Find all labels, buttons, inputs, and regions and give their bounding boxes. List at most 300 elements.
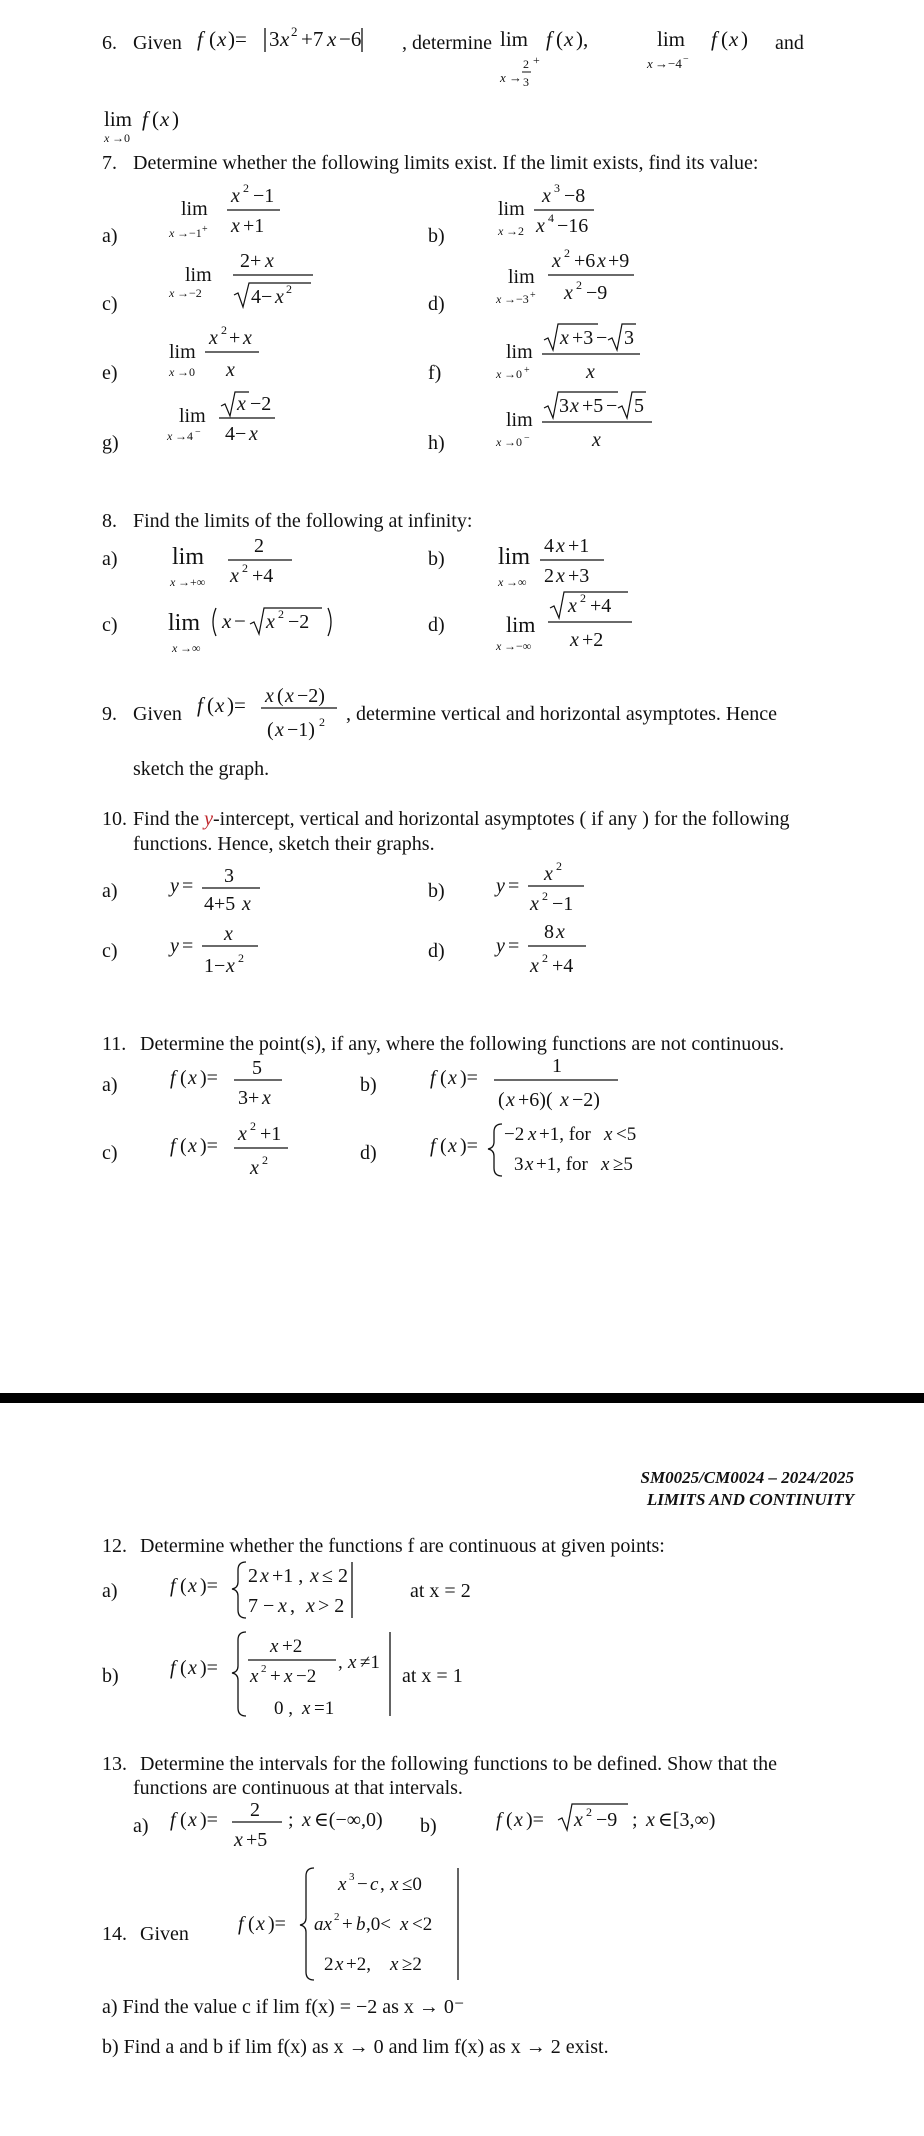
svg-text:x: x — [514, 1809, 523, 1831]
svg-text:x: x — [564, 27, 574, 51]
q6-limit-two-thirds — [498, 20, 628, 100]
svg-text:2: 2 — [544, 565, 554, 587]
svg-text:→−2: →−2 — [177, 286, 202, 300]
svg-text:−: − — [683, 54, 689, 65]
svg-text:x: x — [568, 595, 577, 617]
q11-label-a: a) — [102, 1074, 118, 1096]
svg-text:5: 5 — [634, 395, 644, 417]
svg-text:x: x — [335, 1954, 344, 1975]
svg-text:x: x — [275, 719, 284, 741]
q11-number: 11. — [102, 1033, 127, 1055]
q8-b-expression — [494, 530, 624, 594]
svg-text:8: 8 — [544, 921, 554, 943]
svg-text:3+: 3+ — [238, 1087, 260, 1109]
svg-text:)=: )= — [200, 1575, 218, 1597]
q12-number: 12. — [102, 1535, 127, 1557]
q12-instruction: Determine whether the functions f are continuous at given points: — [140, 1535, 665, 1557]
svg-text:−8: −8 — [564, 185, 586, 207]
q7-h-expression — [494, 388, 674, 460]
svg-text:=: = — [182, 935, 194, 957]
svg-text:x: x — [209, 327, 218, 349]
svg-text:lim: lim — [506, 612, 536, 637]
svg-text:x: x — [266, 611, 275, 633]
svg-text:−: − — [606, 395, 618, 417]
svg-text:x: x — [525, 1154, 534, 1175]
q8-label-c: c) — [102, 614, 118, 636]
q11-label-b: b) — [360, 1074, 377, 1096]
svg-text:(: ( — [209, 27, 216, 51]
q10-instruction — [133, 808, 790, 831]
q14-function-expression — [236, 1862, 476, 1986]
svg-text:x: x — [496, 435, 502, 449]
svg-text:x: x — [560, 1089, 569, 1111]
svg-text:2: 2 — [576, 278, 582, 292]
q8-c-expression — [168, 598, 368, 658]
svg-text:lim: lim — [181, 198, 208, 220]
svg-text:3: 3 — [514, 1154, 524, 1175]
svg-text:2: 2 — [291, 24, 298, 39]
q7-g-expression — [165, 388, 295, 452]
topic-header: LIMITS AND CONTINUITY — [646, 1490, 854, 1509]
q9-instruction: , determine vertical and horizontal asymptotes. Hence — [346, 703, 777, 725]
svg-text:)=: )= — [200, 1135, 218, 1157]
svg-text:;: ; — [288, 1809, 294, 1831]
svg-text:≤0: ≤0 — [402, 1874, 422, 1895]
svg-text:3: 3 — [349, 1871, 355, 1883]
svg-text:→−∞: →−∞ — [504, 639, 532, 653]
q10-instruction-line2: functions. Hence, sketch their graphs. — [133, 833, 435, 855]
svg-text:+: + — [202, 224, 208, 235]
svg-text:x: x — [215, 693, 225, 717]
svg-text:x: x — [230, 565, 239, 587]
q8-label-b: b) — [428, 548, 445, 570]
svg-text:−9: −9 — [586, 282, 608, 304]
svg-text:2+: 2+ — [240, 250, 262, 272]
svg-text:2: 2 — [542, 889, 548, 903]
svg-text:x: x — [104, 131, 110, 145]
svg-text:+: + — [229, 327, 241, 349]
svg-text:−2: −2 — [288, 611, 310, 633]
svg-text:−6: −6 — [339, 27, 362, 51]
q11-b-expression — [428, 1054, 628, 1118]
svg-text:→2: →2 — [506, 224, 524, 238]
svg-text:x: x — [506, 1089, 515, 1111]
svg-text:ax: ax — [314, 1914, 332, 1935]
svg-text:2: 2 — [238, 951, 244, 965]
svg-text:x: x — [647, 56, 653, 71]
q14-part-b: b) Find a and b if lim f(x) as x → 0 and lim f(x) as x → 2 exist. — [102, 2036, 609, 2058]
svg-text:2: 2 — [254, 535, 264, 557]
svg-text:): ) — [741, 27, 748, 51]
q7-label-d: d) — [428, 293, 445, 315]
svg-text:x: x — [542, 185, 551, 207]
svg-text:f: f — [197, 693, 203, 717]
svg-text:x: x — [160, 107, 170, 131]
svg-text:(: ( — [440, 1135, 447, 1157]
svg-text:f: f — [546, 27, 552, 51]
q6-given: Given — [133, 32, 182, 54]
svg-text:(: ( — [180, 1575, 187, 1597]
svg-text:,: , — [380, 1874, 385, 1895]
svg-text:3: 3 — [224, 865, 234, 887]
svg-text:(: ( — [721, 27, 728, 51]
svg-text:≥5: ≥5 — [613, 1154, 633, 1175]
svg-text:2: 2 — [243, 181, 249, 195]
svg-text:+4: +4 — [552, 955, 574, 977]
svg-text:x: x — [278, 1595, 287, 1617]
q13-instruction-line2: functions are continuous at that intervals. — [133, 1777, 463, 1799]
svg-text:x: x — [564, 282, 573, 304]
svg-text:7 −: 7 − — [248, 1595, 275, 1617]
q12-b-point: at x = 1 — [402, 1665, 463, 1687]
svg-text:x: x — [498, 575, 504, 589]
svg-text:),: ), — [576, 27, 589, 51]
q13-a-expression — [168, 1796, 408, 1860]
svg-text:→−3: →−3 — [504, 292, 529, 306]
svg-text:x: x — [280, 27, 290, 51]
svg-text:+: + — [530, 290, 536, 301]
q7-label-a: a) — [102, 225, 118, 247]
svg-text:→4: →4 — [175, 429, 193, 443]
svg-text:+1, for: +1, for — [536, 1154, 588, 1175]
svg-text:2: 2 — [542, 951, 548, 965]
svg-text:x: x — [188, 1575, 197, 1597]
svg-text:x: x — [597, 250, 606, 272]
svg-text:x: x — [528, 1124, 537, 1145]
q7-number: 7. — [102, 152, 117, 174]
svg-text:1−: 1− — [204, 955, 226, 977]
svg-text:x: x — [560, 327, 569, 349]
svg-text:+1, for: +1, for — [539, 1124, 591, 1145]
svg-text:x: x — [188, 1657, 197, 1679]
q7-label-c: c) — [102, 293, 118, 315]
svg-text:,: , — [290, 1595, 295, 1617]
q12-b-expression — [168, 1628, 398, 1724]
svg-text:x: x — [217, 27, 227, 51]
svg-text:2: 2 — [324, 1954, 334, 1975]
svg-text:5: 5 — [252, 1057, 262, 1079]
svg-text:→−4: →−4 — [655, 56, 682, 71]
q7-f-expression — [494, 316, 664, 388]
svg-text:lim: lim — [104, 107, 133, 131]
svg-text:4−: 4− — [251, 286, 273, 308]
q14-number: 14. — [102, 1923, 127, 1945]
svg-text:x: x — [556, 535, 565, 557]
svg-text:2: 2 — [250, 1119, 256, 1133]
svg-text:lim: lim — [498, 544, 531, 570]
q9-function-expression — [195, 680, 350, 752]
svg-text:3: 3 — [624, 327, 634, 349]
svg-text:y: y — [170, 935, 179, 957]
q10-label-c: c) — [102, 940, 118, 962]
svg-text:x: x — [500, 70, 506, 85]
svg-text:(: ( — [440, 1067, 447, 1089]
svg-text:+2: +2 — [582, 629, 604, 651]
svg-text:(: ( — [180, 1657, 187, 1679]
svg-text:lim: lim — [185, 264, 212, 286]
svg-text:f: f — [142, 107, 148, 131]
svg-text:)=: )= — [460, 1067, 478, 1089]
q7-d-expression — [494, 245, 664, 317]
svg-text:x: x — [448, 1067, 457, 1089]
svg-text:x: x — [574, 1809, 583, 1831]
svg-text:→0: →0 — [504, 367, 522, 381]
svg-text:2: 2 — [278, 607, 284, 621]
svg-text:4+5: 4+5 — [204, 893, 236, 915]
svg-text:2: 2 — [564, 246, 570, 260]
svg-text:f: f — [238, 1913, 244, 1935]
svg-text:0 ,: 0 , — [274, 1698, 293, 1719]
q14-given: Given — [140, 1923, 189, 1945]
svg-text:f: f — [170, 1135, 176, 1157]
svg-text:3: 3 — [523, 75, 529, 89]
svg-text:−: − — [596, 327, 608, 349]
svg-text:x: x — [231, 215, 240, 237]
svg-text:+1 ,: +1 , — [272, 1565, 304, 1587]
svg-text:x: x — [646, 1809, 655, 1831]
svg-text:x: x — [265, 685, 274, 707]
q11-c-expression — [168, 1118, 298, 1188]
q7-instruction: Determine whether the following limits exist. If the limit exists, find its value: — [133, 152, 759, 174]
svg-text:x: x — [262, 1087, 271, 1109]
svg-text:+4: +4 — [590, 595, 612, 617]
svg-text:+3: +3 — [568, 565, 590, 587]
svg-text:f: f — [170, 1809, 176, 1831]
svg-text:(: ( — [267, 719, 274, 741]
svg-text:y: y — [496, 935, 505, 957]
svg-text:x: x — [390, 1874, 399, 1895]
svg-text:lim: lim — [506, 341, 533, 363]
q10-number: 10. — [102, 808, 127, 830]
svg-text:x: x — [242, 893, 251, 915]
svg-text:x: x — [729, 27, 739, 51]
q13-label-a: a) — [133, 1815, 149, 1837]
svg-text:f: f — [711, 27, 717, 51]
svg-text:<2: <2 — [412, 1914, 433, 1935]
svg-text:+2,: +2, — [346, 1954, 371, 1975]
q6-number: 6. — [102, 32, 117, 54]
svg-text:−1: −1 — [253, 185, 275, 207]
svg-text:;: ; — [632, 1809, 638, 1831]
svg-text:2: 2 — [221, 323, 227, 337]
q10-b-expression — [494, 856, 604, 922]
svg-text:(: ( — [207, 693, 214, 717]
svg-text:x: x — [226, 359, 235, 381]
svg-text:(: ( — [180, 1809, 187, 1831]
svg-text:→∞: →∞ — [506, 575, 527, 589]
svg-text:3: 3 — [269, 27, 280, 51]
q7-label-g: g) — [102, 432, 119, 454]
svg-text:x: x — [188, 1809, 197, 1831]
svg-text:+6)(: +6)( — [518, 1089, 553, 1111]
q6-limit-minus-four — [645, 20, 775, 80]
svg-text:)=: )= — [227, 693, 246, 717]
svg-text:x: x — [592, 429, 601, 451]
svg-text:): ) — [172, 107, 179, 131]
q9-given: Given — [133, 703, 182, 725]
q9-instruction-line2: sketch the graph. — [133, 758, 270, 780]
svg-text:x: x — [390, 1954, 399, 1975]
svg-text:=1: =1 — [314, 1698, 335, 1719]
svg-text:f: f — [170, 1575, 176, 1597]
svg-text:≠1: ≠1 — [360, 1652, 380, 1673]
svg-text:−2): −2) — [572, 1089, 600, 1111]
svg-text:)=: )= — [200, 1809, 218, 1831]
q14-part-a: a) Find the value c if lim f(x) = −2 as x → 0⁻ — [102, 1996, 465, 2018]
svg-text:→+∞: →+∞ — [178, 575, 206, 589]
q10-d-expression — [494, 916, 604, 982]
svg-text:+1: +1 — [260, 1123, 282, 1145]
svg-text:3: 3 — [554, 181, 560, 195]
svg-text:+7: +7 — [301, 27, 324, 51]
q7-c-expression — [165, 245, 325, 317]
svg-text:(: ( — [277, 685, 284, 707]
svg-text:+9: +9 — [608, 250, 630, 272]
q10-label-b: b) — [428, 880, 445, 902]
svg-text:lim: lim — [498, 198, 525, 220]
svg-text:2: 2 — [523, 57, 529, 71]
svg-text:x: x — [222, 609, 232, 633]
svg-text:4: 4 — [544, 535, 554, 557]
q8-number: 8. — [102, 510, 117, 532]
q6-determine-text: , determine — [402, 32, 492, 54]
svg-text:lim: lim — [500, 27, 529, 51]
svg-text:x: x — [260, 1565, 269, 1587]
svg-text:−: − — [195, 427, 201, 438]
svg-text:x: x — [234, 1829, 243, 1851]
svg-text:)=: )= — [526, 1809, 544, 1831]
svg-text:x: x — [348, 1652, 357, 1673]
svg-text:+6: +6 — [574, 250, 596, 272]
q7-label-e: e) — [102, 362, 118, 384]
svg-text:4: 4 — [548, 211, 554, 225]
svg-text:∈(−∞,0): ∈(−∞,0) — [314, 1809, 383, 1831]
svg-text:3: 3 — [559, 395, 569, 417]
q8-a-expression — [168, 530, 308, 594]
svg-text:lim: lim — [506, 409, 533, 431]
svg-text:→0: →0 — [177, 365, 195, 379]
svg-text:> 2: > 2 — [318, 1595, 345, 1617]
svg-text:)=: )= — [268, 1913, 286, 1935]
svg-text:x: x — [586, 361, 595, 383]
svg-text:f: f — [197, 27, 203, 51]
svg-text:x: x — [310, 1565, 319, 1587]
svg-text:x: x — [249, 423, 258, 445]
page-break-bar — [0, 1393, 924, 1403]
q6-function-expression — [195, 22, 400, 62]
q10-a-expression — [168, 862, 278, 922]
svg-text:x: x — [188, 1067, 197, 1089]
svg-text:x: x — [302, 1809, 311, 1831]
svg-text:f: f — [430, 1067, 436, 1089]
svg-text:+5: +5 — [582, 395, 604, 417]
q7-label-h: h) — [428, 432, 445, 454]
svg-text:x: x — [284, 1666, 293, 1687]
svg-text:x: x — [556, 921, 565, 943]
svg-text:lim: lim — [172, 544, 205, 570]
svg-text:x: x — [188, 1135, 197, 1157]
svg-text:2: 2 — [319, 715, 325, 729]
svg-text:x: x — [604, 1124, 613, 1145]
svg-text:x: x — [530, 955, 539, 977]
svg-text:−2): −2) — [297, 685, 325, 707]
svg-text:x: x — [169, 226, 175, 240]
svg-text:(: ( — [248, 1913, 255, 1935]
svg-text:x: x — [498, 224, 504, 238]
svg-text:f: f — [170, 1067, 176, 1089]
q7-label-b: b) — [428, 225, 445, 247]
svg-text:+: + — [533, 53, 540, 67]
svg-text:=: = — [508, 875, 520, 897]
svg-text:x: x — [570, 629, 579, 651]
q11-label-d: d) — [360, 1142, 377, 1164]
q8-d-expression — [494, 590, 644, 662]
svg-text:x: x — [256, 1913, 265, 1935]
q13-b-expression — [494, 1796, 734, 1846]
svg-text:x: x — [170, 575, 176, 589]
svg-text:2: 2 — [262, 1153, 268, 1167]
q11-d-expression — [428, 1118, 658, 1188]
svg-text:(: ( — [498, 1089, 505, 1111]
svg-text:x: x — [556, 565, 565, 587]
q12-label-b: b) — [102, 1665, 119, 1687]
svg-text:x: x — [250, 1666, 259, 1687]
svg-text:−1): −1) — [287, 719, 315, 741]
svg-text:→∞: →∞ — [180, 641, 201, 655]
svg-text:<5: <5 — [616, 1124, 637, 1145]
svg-text:x: x — [275, 286, 284, 308]
svg-text:≤ 2: ≤ 2 — [322, 1565, 348, 1587]
svg-text:x: x — [496, 639, 502, 653]
svg-text:x: x — [250, 1157, 259, 1179]
q8-instruction: Find the limits of the following at infinity: — [133, 510, 473, 532]
svg-text:x: x — [448, 1135, 457, 1157]
svg-text:c: c — [370, 1874, 379, 1895]
svg-text:x: x — [270, 1636, 279, 1657]
svg-text:=: = — [508, 935, 520, 957]
svg-text:−9: −9 — [596, 1809, 618, 1831]
q11-label-c: c) — [102, 1142, 118, 1164]
svg-text:x: x — [285, 685, 294, 707]
svg-text:y: y — [496, 875, 505, 897]
svg-text:2: 2 — [242, 561, 248, 575]
q10-text-post: -intercept, vertical and horizontal asymptotes ( if any ) for the following — [213, 808, 790, 830]
svg-text:x: x — [302, 1698, 311, 1719]
svg-text:b: b — [356, 1914, 366, 1935]
svg-text:−2: −2 — [250, 393, 272, 415]
svg-text:1: 1 — [552, 1055, 562, 1077]
svg-text:2: 2 — [586, 1805, 592, 1819]
q7-b-expression — [494, 180, 644, 250]
q10-c-expression — [168, 920, 278, 986]
svg-text:−16: −16 — [557, 215, 589, 237]
svg-text:x: x — [265, 250, 274, 272]
svg-text:lim: lim — [168, 610, 201, 636]
svg-text:)=: )= — [200, 1657, 218, 1679]
svg-text:+1: +1 — [568, 535, 590, 557]
svg-text:x: x — [243, 327, 252, 349]
svg-text:+: + — [524, 365, 530, 376]
svg-text:4−: 4− — [225, 423, 247, 445]
svg-text:+4: +4 — [252, 565, 274, 587]
svg-text:−1: −1 — [552, 893, 574, 915]
svg-text:(: ( — [180, 1135, 187, 1157]
svg-text:x: x — [172, 641, 178, 655]
svg-text:(: ( — [152, 107, 159, 131]
svg-text:→: → — [509, 70, 522, 85]
svg-text:x: x — [224, 923, 233, 945]
svg-text:lim: lim — [169, 341, 196, 363]
